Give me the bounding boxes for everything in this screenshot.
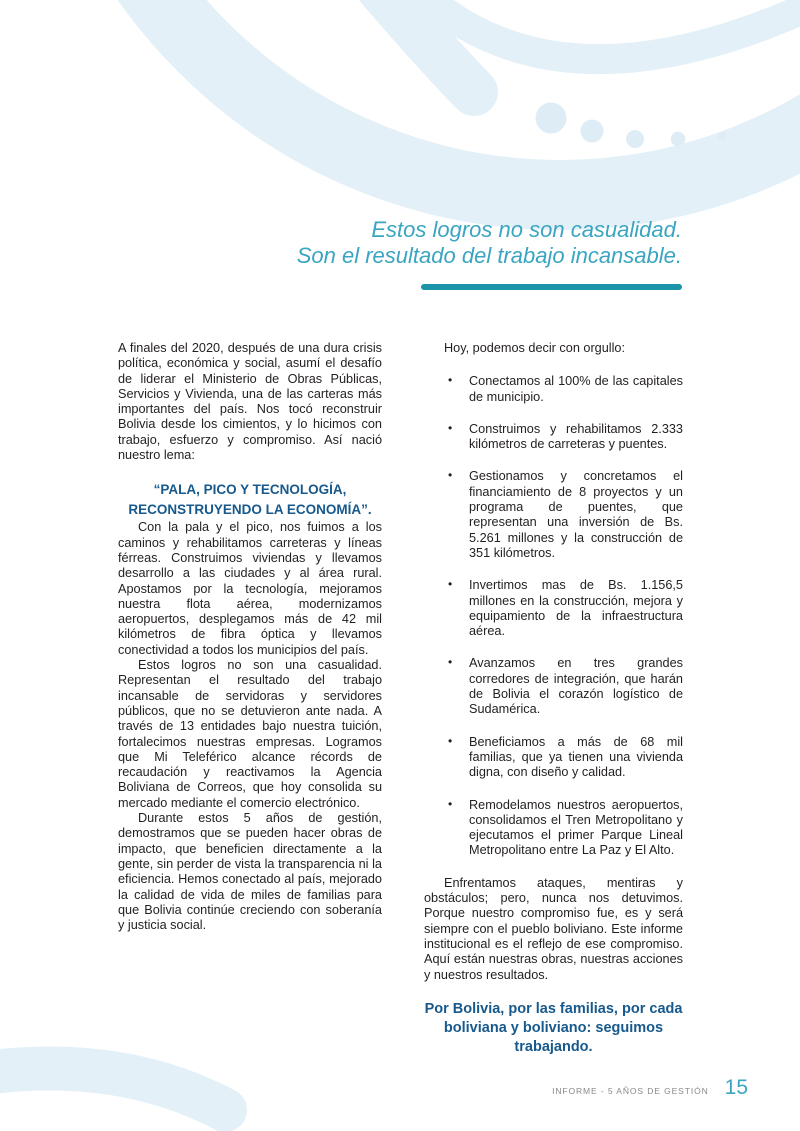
bullet-icon: • xyxy=(448,577,453,592)
callout: Por Bolivia, por las familias, por cada boliviana y boliviano: seguimos trabajando. xyxy=(424,1000,683,1055)
page-number: 15 xyxy=(724,1076,748,1099)
motto xyxy=(118,480,382,520)
list-item-text: Construimos y rehabilitamos 2.333 kilómetros de carreteras y puentes. xyxy=(469,421,683,452)
bullet-icon: • xyxy=(448,468,453,483)
list-item xyxy=(424,374,683,405)
top-right-arc-decoration xyxy=(55,0,800,195)
closing-paragraph: Enfrentamos ataques, mentiras y obstáculos; pero, nunca nos detuvimos. Porque nuestro compromiso fue, es y será siempre con el pueblo boliviano. Este informe institucional es el reflejo de ese compromiso. Aquí están nuestras obras, nuestras acciones y nuestros resultados. xyxy=(424,875,683,982)
bottom-left-swoosh-decoration xyxy=(0,1068,225,1110)
pull-quote-line1: Estos logros no son casualidad. xyxy=(371,217,682,242)
list-item xyxy=(424,578,683,639)
motto-line1: “PALA, PICO Y TECNOLOGÍA, xyxy=(153,482,347,498)
list-item-text: Invertimos mas de Bs. 1.156,5 millones en la construcción, mejora y equipamiento de la infraestructura aérea. xyxy=(469,578,683,639)
list-item-text: Remodelamos nuestros aeropuertos, consolidamos el Tren Metropolitano y ejecutamos el primer Parque Lineal Metropolitano entre La Paz y El Alto. xyxy=(469,797,683,858)
list-item-text: Conectamos al 100% de las capitales de municipio. xyxy=(469,374,683,404)
list-item xyxy=(424,469,683,561)
bullet-icon: • xyxy=(448,373,453,388)
motto-line2: RECONSTRUYENDO LA ECONOMÍA”. xyxy=(128,502,372,518)
right-column xyxy=(424,341,683,1057)
pull-quote-line2: Son el resultado del trabajo incansable. xyxy=(296,243,682,268)
page-footer xyxy=(552,1076,748,1100)
teal-rule xyxy=(421,284,682,290)
achievements-list xyxy=(424,374,683,858)
bullet-icon: • xyxy=(448,733,453,748)
bullet-icon: • xyxy=(448,420,453,435)
list-item xyxy=(424,735,683,781)
left-column xyxy=(118,341,382,933)
achievements-intro: Hoy, podemos decir con orgullo: xyxy=(444,341,626,355)
paragraph: Estos logros no son una casualidad. Representan el resultado del trabajo incansable de servidoras y servidores públicos, que no se detuvieron ante nada. A través de 13 entidades bajo nuestra tuición, fortalecimos nuestras empresas. Logramos que Mi Teleférico alcance récords de recaudación y reactivamos la Agencia Boliviana de Correos, que hoy consolida su mercado mediante el comercio electrónico. xyxy=(118,658,382,810)
pull-quote xyxy=(0,217,682,269)
bullet-icon: • xyxy=(448,796,453,811)
paragraph: Con la pala y el pico, nos fuimos a los caminos y rehabilitamos carreteras y líneas férreas. Construimos viviendas y llevamos desarrollo a las ciudades y al área rural. Apostamos por la tecnología, mejoramos nuestra flota aérea, modernizamos aeropuertos, desplegamos más de 42 mil kilómetros de fibra óptica y llevamos conectividad a todos los municipios del país. xyxy=(118,520,382,657)
footer-label: INFORME - 5 AÑOS DE GESTIÓN xyxy=(552,1086,709,1096)
bullet-icon: • xyxy=(448,655,453,670)
list-item xyxy=(424,798,683,859)
list-item-text: Avanzamos en tres grandes corredores de integración, que harán de Bolivia el corazón logístico de Sudamérica. xyxy=(469,656,683,717)
list-item-text: Beneficiamos a más de 68 mil familias, que ya tienen una vivienda digna, con diseño y calidad. xyxy=(469,734,683,780)
list-item xyxy=(424,656,683,717)
list-item xyxy=(424,422,683,453)
list-item-text: Gestionamos y concretamos el financiamiento de 8 proyectos y un programa de puentes, que representan una inversión de Bs. 5.261 millones y la construcción de 351 kilómetros. xyxy=(469,469,683,560)
paragraph-intro: A finales del 2020, después de una dura crisis política, económica y social, asumí el desafío de liderar el Ministerio de Obras Públicas, Servicios y Vivienda, una de las carteras más importantes del país. Nos tocó reconstruir Bolivia desde los cimientos, y lo hicimos con trabajo, esfuerzo y compromiso. Así nació nuestro lema: xyxy=(118,341,382,463)
paragraph: Durante estos 5 años de gestión, demostramos que se pueden hacer obras de impacto, que beneficien directamente a la gente, sin perder de vista la transparencia ni la eficiencia. Hemos conectado al país, mejorado la calidad de vida de miles de familias para que Bolivia continúe creciendo con soberanía y justicia social. xyxy=(118,811,382,933)
